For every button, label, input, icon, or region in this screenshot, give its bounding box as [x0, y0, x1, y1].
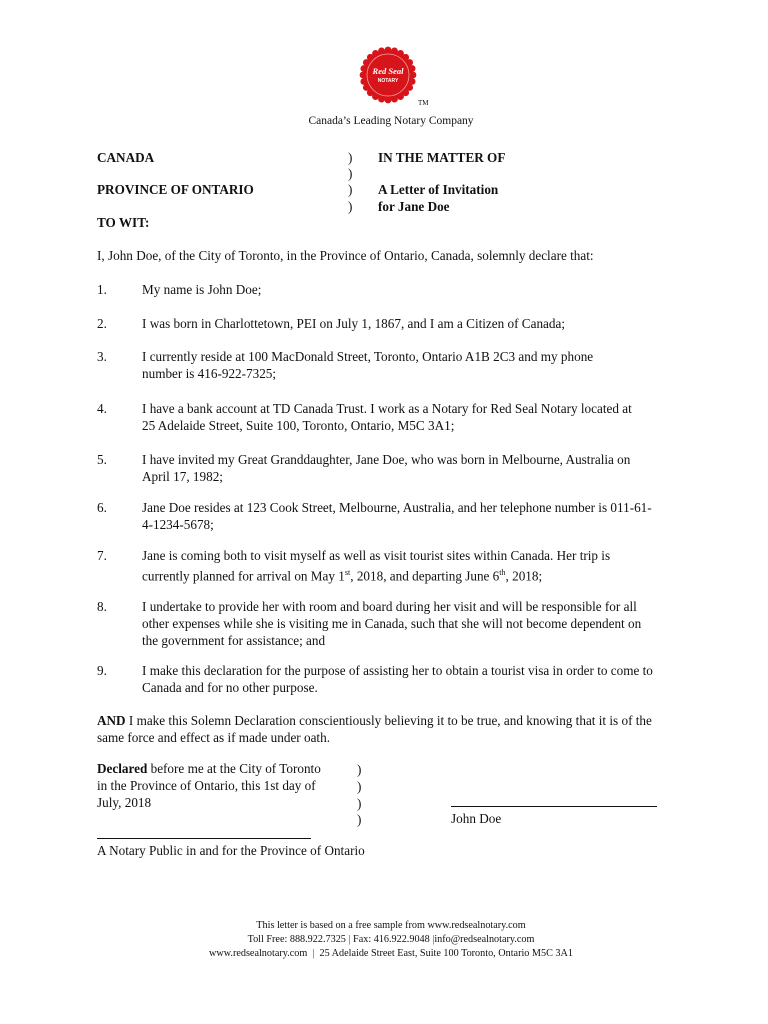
item-text: Jane is coming both to visit myself as well as visit tourist sites within Canada. Her trip is currently planned for arrival on May 1st, 2018, and departing June 6th, 2018;	[142, 548, 611, 584]
header-paren: )	[348, 182, 353, 197]
header-paren: )	[348, 199, 353, 214]
notary-caption: A Notary Public in and for the Province of Ontario	[97, 843, 365, 858]
item-number: 5.	[97, 452, 107, 467]
red-seal-logo	[359, 46, 417, 104]
item-text: I make this declaration for the purpose of assisting her to obtain a tourist visa in order to come to Canada and for no other purpose.	[142, 663, 653, 695]
header-for: for Jane Doe	[378, 199, 450, 214]
item-number: 1.	[97, 282, 107, 297]
footer-fax: Fax: 416.922.9048	[353, 934, 430, 945]
header-paren: )	[348, 166, 353, 181]
closing-paragraph: AND I make this Solemn Declaration conscientiously believing it to be true, and knowing that it is of the same force and effect as if made under oath.	[97, 713, 652, 745]
item-text: I have a bank account at TD Canada Trust. I work as a Notary for Red Seal Notary located at 25 Adelaide Street, Suite 100, Toronto, Ontario, M5C 3A1;	[142, 401, 632, 433]
declared-paren: )	[357, 779, 362, 794]
header-matter: IN THE MATTER OF	[378, 150, 506, 165]
footer-separator: |	[432, 934, 435, 945]
item-number: 8.	[97, 599, 107, 614]
header-province: PROVINCE OF ONTARIO	[97, 182, 254, 197]
declared-paren: )	[357, 762, 362, 777]
seal-icon	[359, 46, 417, 104]
footer-line-1: This letter is based on a free sample from www.redsealnotary.com	[256, 920, 526, 931]
tagline: Canada’s Leading Notary Company	[308, 115, 474, 127]
footer-line-2	[0, 934, 768, 947]
item-number: 2.	[97, 316, 107, 331]
header-paren: )	[348, 150, 353, 165]
intro-paragraph: I, John Doe, of the City of Toronto, in the Province of Ontario, Canada, solemnly declare that:	[97, 248, 594, 263]
footer-tollfree: Toll Free: 888.922.7325	[247, 934, 346, 945]
header-canada: CANADA	[97, 150, 155, 165]
declared-block: Declared before me at the City of Toronto in the Province of Ontario, this 1st day of July, 2018	[97, 761, 321, 810]
item-text: I was born in Charlottetown, PEI on July 1, 1867, and I am a Citizen of Canada;	[142, 316, 566, 331]
logo-text-2: NOTARY	[377, 78, 399, 84]
notary-signature-line	[97, 838, 311, 839]
footer-separator: |	[348, 934, 351, 945]
header-letter: A Letter of Invitation	[378, 182, 499, 197]
item-text: I undertake to provide her with room and board during her visit and will be responsible for all other expenses while she is visiting me in Canada, such that she will not become dependent on the government for assistance; and	[142, 599, 642, 648]
item-text: I have invited my Great Granddaughter, Jane Doe, who was born in Melbourne, Australia on April 17, 1982;	[142, 452, 631, 484]
logo-text-1: Red Seal	[372, 66, 404, 76]
footer-website[interactable]: www.redsealnotary.com	[209, 948, 308, 959]
declared-paren: )	[357, 796, 362, 811]
footer-address: 25 Adelaide Street East, Suite 100 Toronto, Ontario M5C 3A1	[319, 948, 573, 959]
item-number: 4.	[97, 401, 107, 416]
item-number: 7.	[97, 548, 107, 563]
footer-line-3	[0, 948, 768, 961]
item-text: Jane Doe resides at 123 Cook Street, Melbourne, Australia, and her telephone number is 011-61- 4-1234-5678;	[142, 500, 652, 532]
header-to-wit: TO WIT:	[97, 215, 150, 230]
footer-separator: |	[312, 948, 315, 959]
item-text: My name is John Doe;	[142, 282, 262, 297]
trademark: TM	[418, 99, 429, 107]
item-number: 3.	[97, 349, 107, 364]
signature-line	[451, 806, 657, 807]
item-number: 9.	[97, 663, 107, 678]
declared-paren: )	[357, 812, 362, 827]
item-number: 6.	[97, 500, 107, 515]
footer-email[interactable]: info@redsealnotary.com	[434, 934, 535, 945]
item-text: I currently reside at 100 MacDonald Street, Toronto, Ontario A1B 2C3 and my phone number is 416-922-7325;	[142, 349, 594, 381]
signer-name: John Doe	[451, 811, 502, 826]
